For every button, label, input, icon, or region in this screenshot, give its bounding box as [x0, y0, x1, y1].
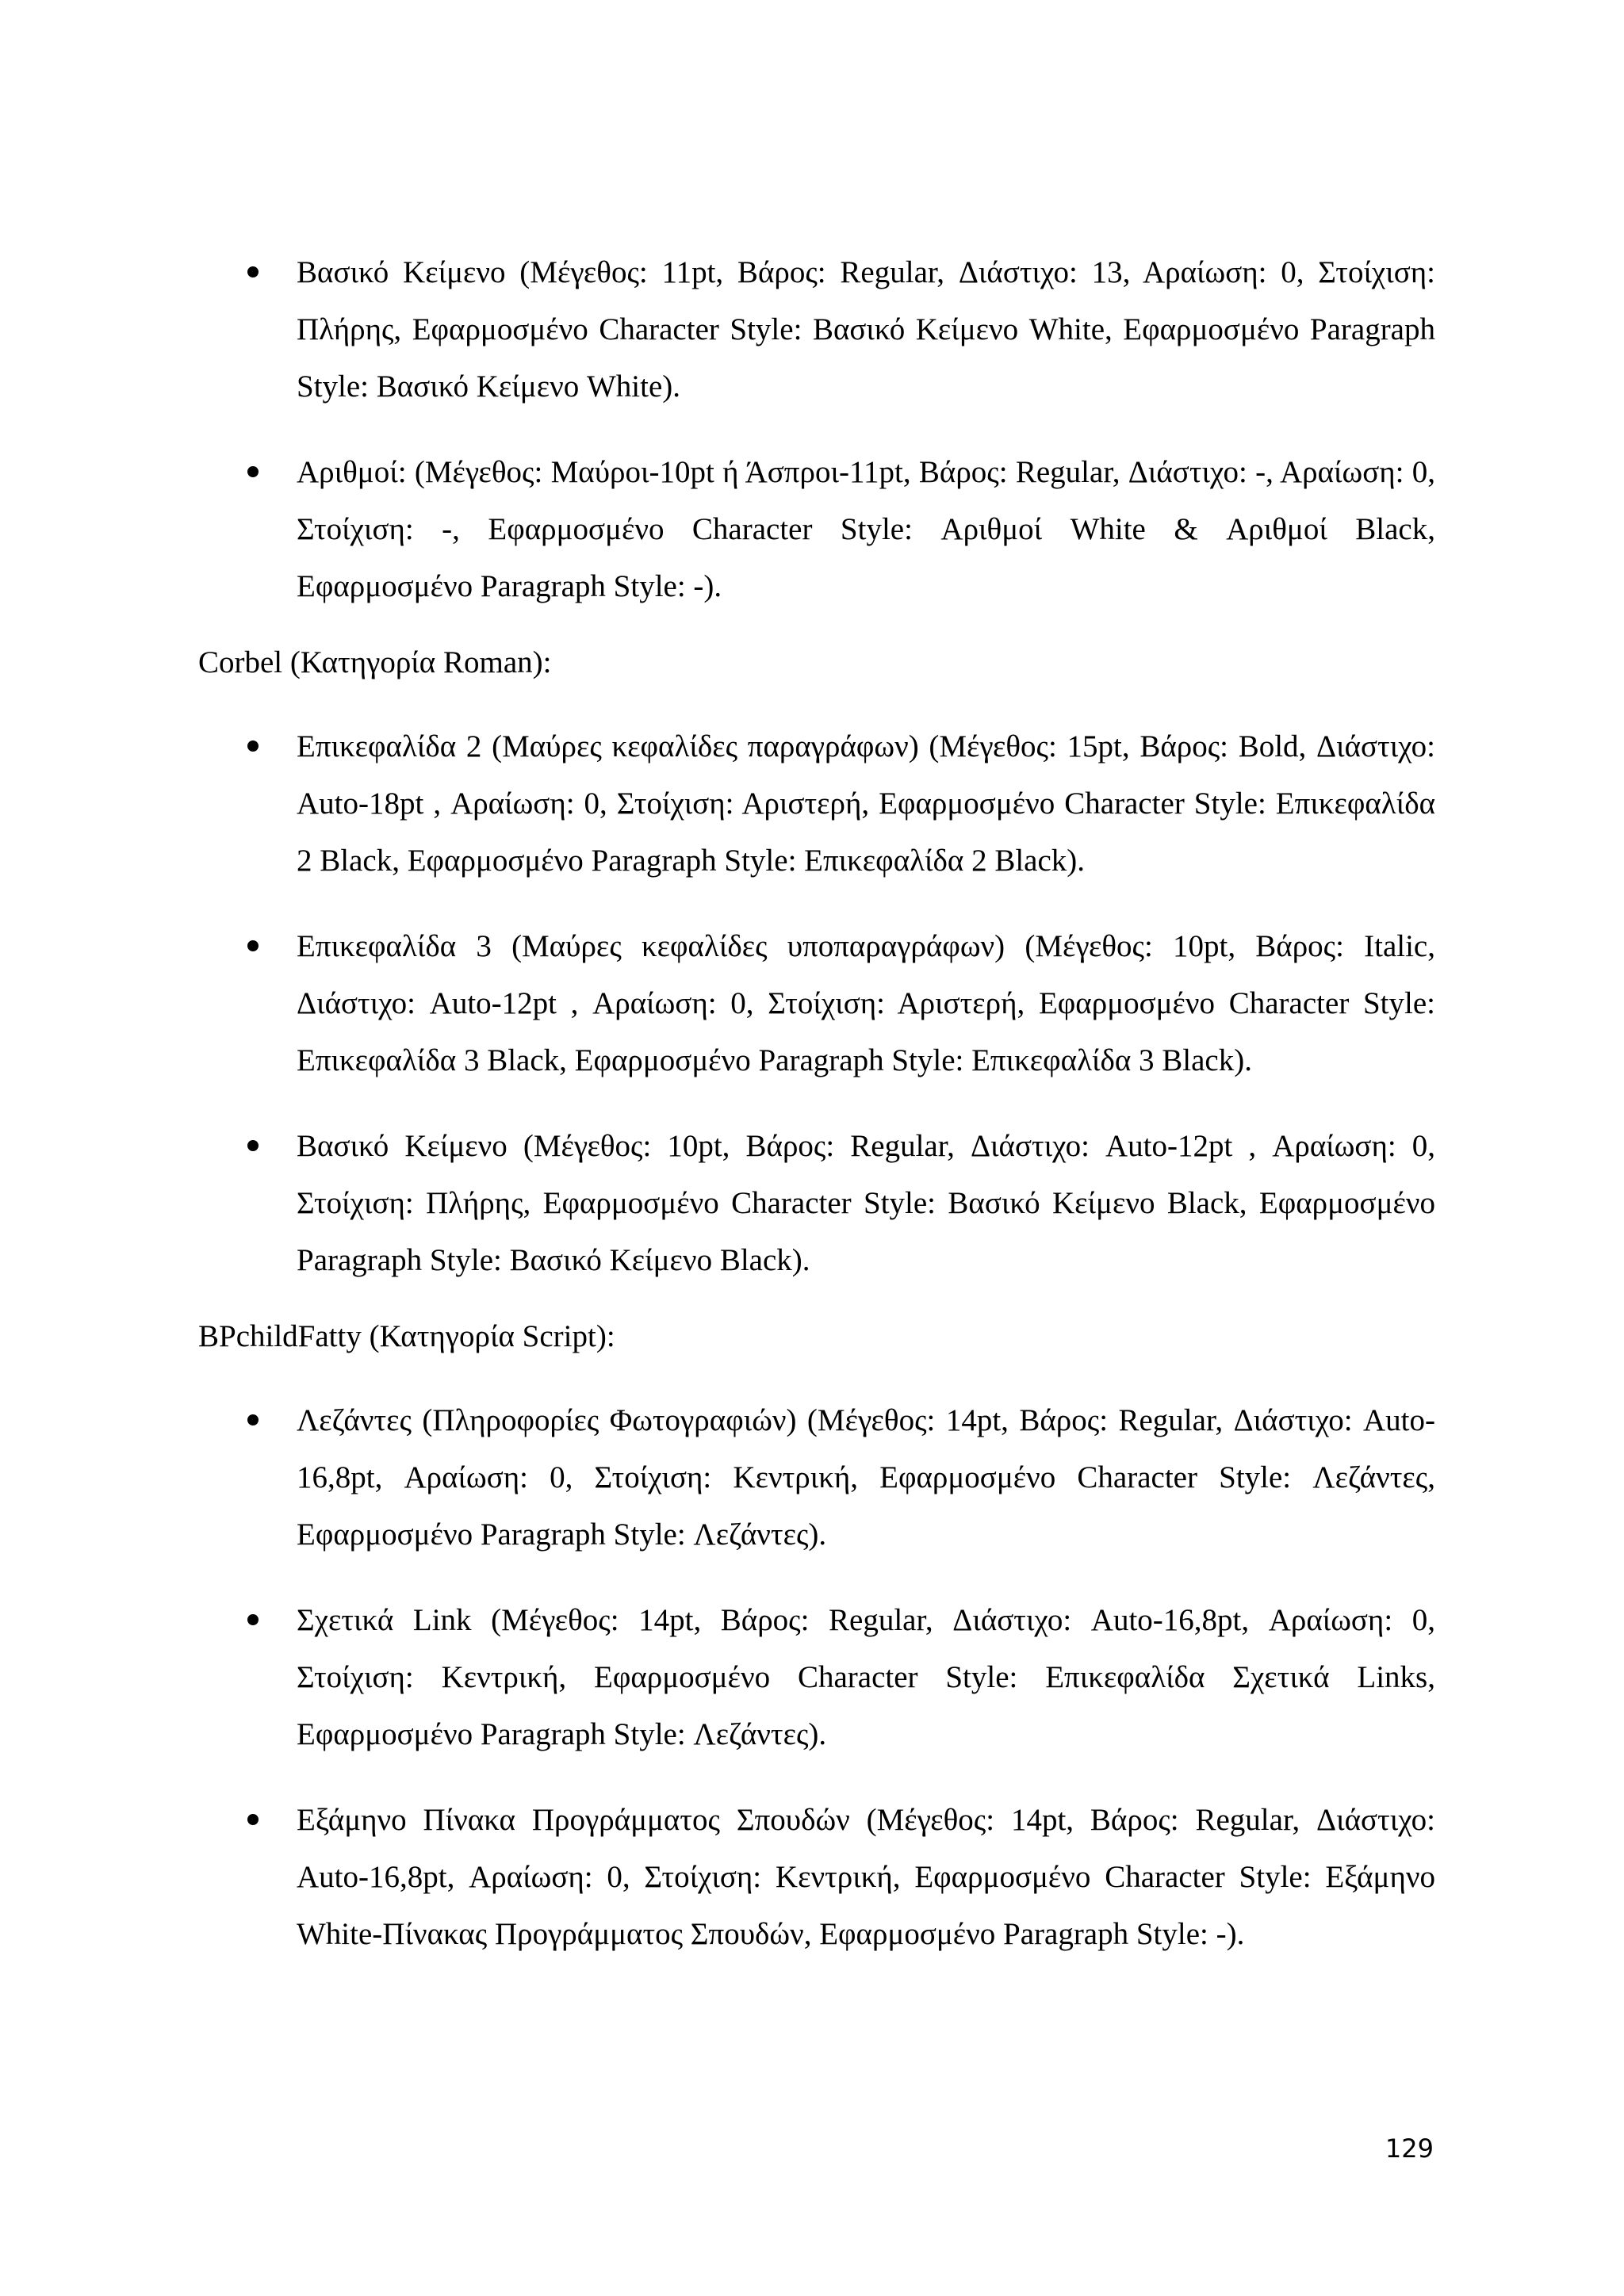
list-item-text: Σχετικά Link (Μέγεθος: 14pt, Βάρος: Regular, Διάστιχο: Auto-16,8pt, Αραίωση: 0, Στοίχιση: Κεντρική, Εφαρμοσμένο Character Style: Επικεφαλίδα Σχετικά Links, Εφαρμοσμένο Paragraph Style: Λεζάντες). [297, 1603, 1435, 1751]
bullet-list-corbel [198, 718, 1435, 1289]
bullet-icon [247, 1140, 259, 1151]
list-item-text: Επικεφαλίδα 2 (Μαύρες κεφαλίδες παραγράφων) (Μέγεθος: 15pt, Βάρος: Bold, Διάστιχο: Auto-18pt , Αραίωση: 0, Στοίχιση: Αριστερή, Εφαρμοσμένο Character Style: Επικεφαλίδα 2 Black, Εφαρμοσμένο Paragraph Style: Επικεφαλίδα 2 Black). [297, 729, 1435, 878]
list-item [198, 1392, 1435, 1563]
page-number: 129 [1385, 2133, 1434, 2164]
list-item [198, 918, 1435, 1089]
bullet-list-basic [198, 244, 1435, 615]
list-item [198, 444, 1435, 615]
bullet-icon [247, 1414, 259, 1425]
section-heading-bpchildfatty: BPchildFatty (Κατηγορία Script): [198, 1319, 615, 1353]
list-item [198, 1792, 1435, 1963]
section-heading-corbel: Corbel (Κατηγορία Roman): [198, 645, 552, 679]
list-item [198, 1118, 1435, 1289]
bullet-icon [247, 1814, 259, 1825]
bullet-icon [247, 466, 259, 477]
list-item [198, 718, 1435, 890]
list-item-text: Αριθμοί: (Μέγεθος: Μαύροι-10pt ή Άσπροι-11pt, Βάρος: Regular, Διάστιχο: -, Αραίωση: 0, Στοίχιση: -, Εφαρμοσμένο Character Style: Αριθμοί White & Αριθμοί Black, Εφαρμοσμένο Paragraph Style: -). [297, 455, 1435, 603]
list-item [198, 244, 1435, 415]
bullet-icon [247, 740, 259, 752]
list-item-text: Εξάμηνο Πίνακα Προγράμματος Σπουδών (Μέγεθος: 14pt, Βάρος: Regular, Διάστιχο: Auto-16,8pt, Αραίωση: 0, Στοίχιση: Κεντρική, Εφαρμοσμένο Character Style: Εξάμηνο White-Πίνακας Προγράμματος Σπουδών, Εφαρμοσμένο Paragraph Style: -). [297, 1803, 1435, 1951]
list-item-text: Βασικό Κείμενο (Μέγεθος: 10pt, Βάρος: Regular, Διάστιχο: Auto-12pt , Αραίωση: 0, Στοίχιση: Πλήρης, Εφαρμοσμένο Character Style: Βασικό Κείμενο Black, Εφαρμοσμένο Paragraph Style: Βασικό Κείμενο Black). [297, 1129, 1435, 1277]
bullet-icon [247, 1614, 259, 1625]
page-content [198, 244, 1435, 1963]
list-item [198, 1592, 1435, 1763]
list-item-text: Λεζάντες (Πληροφορίες Φωτογραφιών) (Μέγεθος: 14pt, Βάρος: Regular, Διάστιχο: Auto-16,8pt, Αραίωση: 0, Στοίχιση: Κεντρική, Εφαρμοσμένο Character Style: Λεζάντες, Εφαρμοσμένο Paragraph Style: Λεζάντες). [297, 1403, 1435, 1552]
bullet-list-bpchildfatty [198, 1392, 1435, 1963]
list-item-text: Επικεφαλίδα 3 (Μαύρες κεφαλίδες υποπαραγράφων) (Μέγεθος: 10pt, Βάρος: Italic, Διάστιχο: Auto-12pt , Αραίωση: 0, Στοίχιση: Αριστερή, Εφαρμοσμένο Character Style: Επικεφαλίδα 3 Black, Εφαρμοσμένο Paragraph Style: Επικεφαλίδα 3 Black). [297, 929, 1435, 1077]
bullet-icon [247, 940, 259, 951]
bullet-icon [247, 266, 259, 277]
list-item-text: Βασικό Κείμενο (Μέγεθος: 11pt, Βάρος: Regular, Διάστιχο: 13, Αραίωση: 0, Στοίχιση: Πλήρης, Εφαρμοσμένο Character Style: Βασικό Κείμενο White, Εφαρμοσμένο Paragraph Style: Βασικό Κείμενο White). [297, 255, 1435, 404]
